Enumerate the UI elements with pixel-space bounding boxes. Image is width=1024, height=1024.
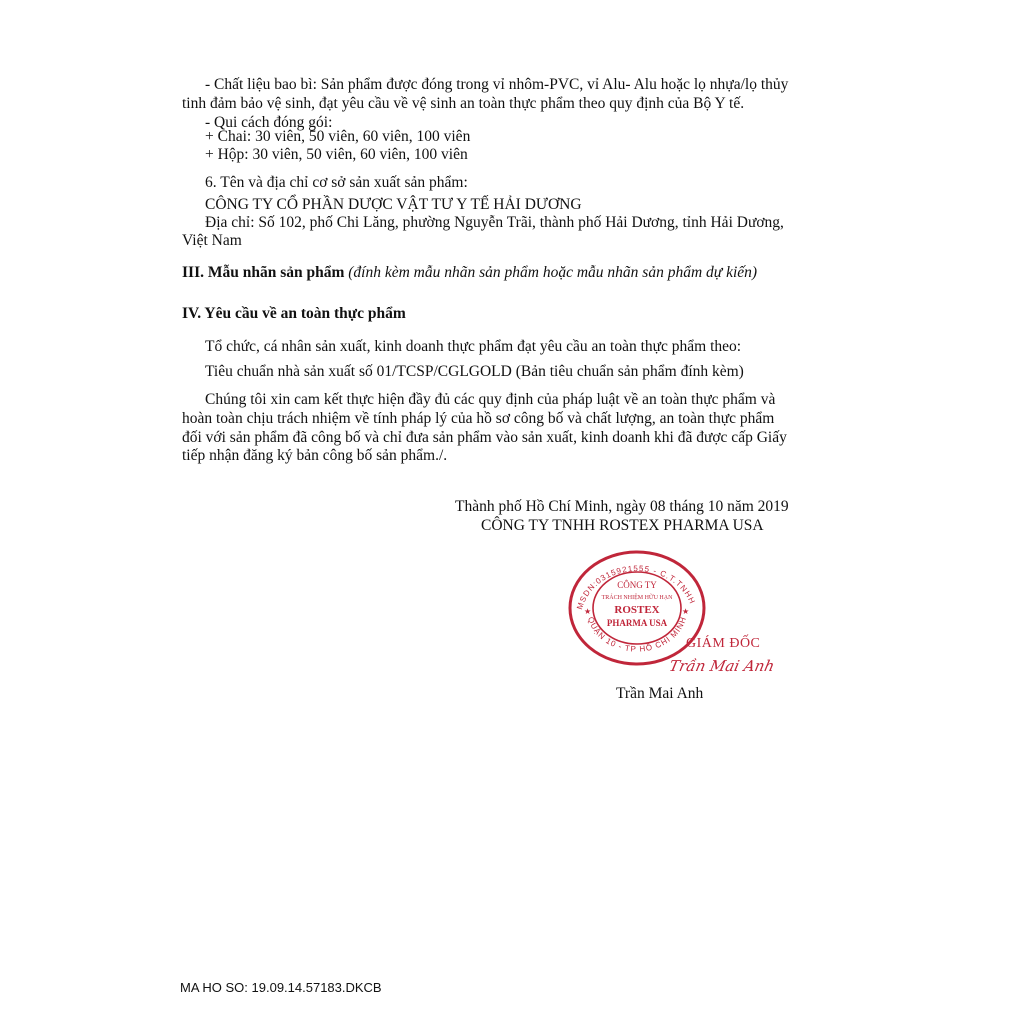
svg-text:MSDN:0315921555 - C.T.TNHH: MSDN:0315921555 - C.T.TNHH [575,564,698,611]
handwritten-signature [668,654,793,678]
signer-name: Trần Mai Anh [616,685,704,702]
commitment-line-2: hoàn toàn chịu trách nhiệm về tính pháp lý của hồ sơ công bố và chất lượng, an toàn thực phẩm [182,410,775,427]
section-3-line [182,263,757,282]
svg-text:★: ★ [584,607,592,616]
packaging-material-line: - Chất liệu bao bì: Sản phẩm được đóng trong vỉ nhôm-PVC, vỉ Alu- Alu hoặc lọ nhựa/lọ thủy [205,76,789,93]
record-code-footer: MA HO SO: 19.09.14.57183.DKCB [180,980,382,995]
director-title: GIÁM ĐỐC [686,636,761,651]
section-4-heading: IV. Yêu cầu về an toàn thực phẩm [182,305,406,322]
stamp-line-4: PHARMA USA [606,618,668,628]
manufacturer-heading: 6. Tên và địa chỉ cơ sở sản xuất sản phẩm: [205,174,468,191]
stamp-line-3: ROSTEX [614,604,660,616]
svg-text:★: ★ [682,607,690,616]
manufacturer-name: CÔNG TY CỔ PHẦN DƯỢC VẬT TƯ Y TẾ HẢI DƯƠNG [205,196,582,213]
manufacturer-address: Địa chỉ: Số 102, phố Chi Lăng, phường Nguyễn Trãi, thành phố Hải Dương, tỉnh Hải Dương, [205,214,784,231]
packaging-material-line-cont: tinh đảm bảo vệ sinh, đạt yêu cầu về vệ sinh an toàn thực phẩm theo quy định của Bộ Y tế. [182,95,745,112]
section-4-paragraph-1: Tổ chức, cá nhân sản xuất, kinh doanh thực phẩm đạt yêu cầu an toàn thực phẩm theo: [205,338,742,355]
signing-company: CÔNG TY TNHH ROSTEX PHARMA USA [481,517,764,534]
section-3-heading: III. Mẫu nhãn sản phẩm [182,264,345,281]
manufacturer-address-cont: Việt Nam [182,232,242,249]
packing-spec-heading: - Qui cách đóng gói: [205,114,333,131]
signature-script: Trần Mai Anh [668,657,777,675]
commitment-line-3: đối với sản phẩm đã công bố và chỉ đưa sản phẩm vào sản xuất, kinh doanh khi đã được cấp Giấy [182,429,787,446]
svg-text:QUẬN 10 - TP HỒ CHÍ MINH: QUẬN 10 - TP HỒ CHÍ MINH [585,615,689,654]
packing-spec-bottle: + Chai: 30 viên, 50 viên, 60 viên, 100 viên [205,128,471,145]
commitment-line-4: tiếp nhận đăng ký bản công bố sản phẩm./. [182,447,448,464]
place-and-date: Thành phố Hồ Chí Minh, ngày 08 tháng 10 năm 2019 [455,498,789,515]
commitment-line-1: Chúng tôi xin cam kết thực hiện đầy đủ các quy định của pháp luật về an toàn thực phẩm và [205,391,776,408]
stamp-line-2: TRÁCH NHIỆM HỮU HẠN [601,595,673,601]
section-3-note: (đính kèm mẫu nhãn sản phẩm hoặc mẫu nhãn sản phẩm dự kiến) [348,264,758,281]
stamp-line-1: CÔNG TY [617,580,657,590]
packing-spec-box: + Hộp: 30 viên, 50 viên, 60 viên, 100 viên [205,146,468,163]
section-4-paragraph-2: Tiêu chuẩn nhà sản xuất số 01/TCSP/CGLGOLD (Bản tiêu chuẩn sản phẩm đính kèm) [205,363,744,380]
